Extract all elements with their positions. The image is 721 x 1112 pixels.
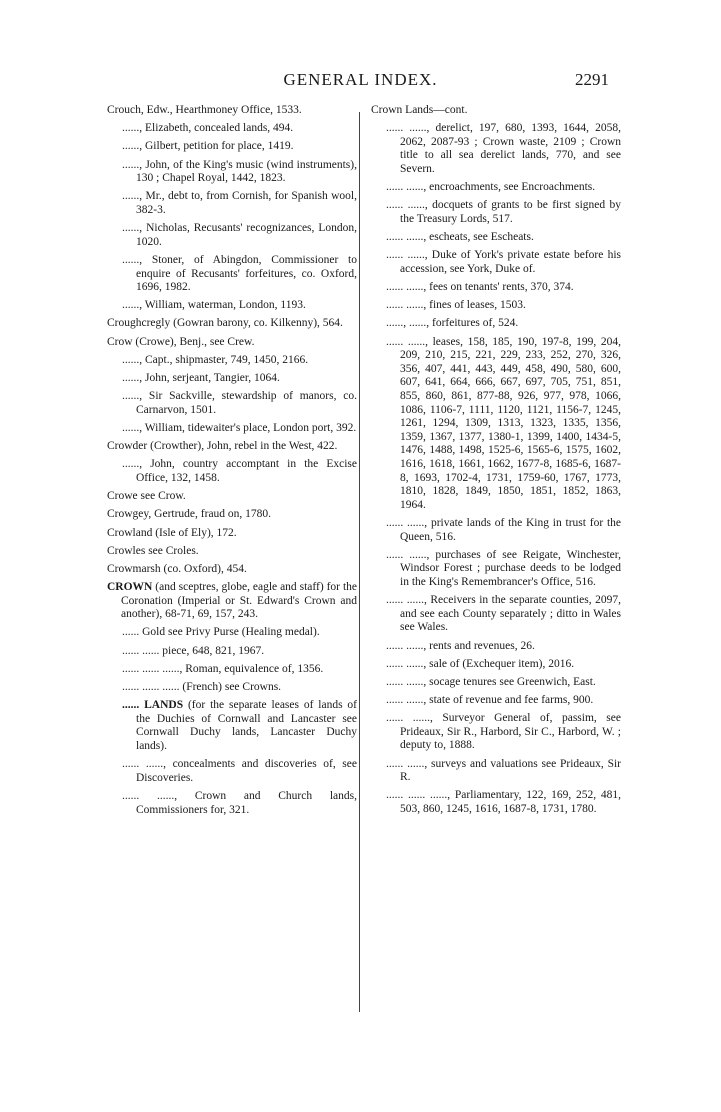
index-entry — [371, 712, 621, 753]
index-entry-text: ...... ......, Receivers in the separate counties, 2097, and see each County separately ; ditto in Wales see Wales. — [386, 594, 621, 634]
index-entry — [107, 254, 357, 295]
index-entry-text: ...... ......, state of revenue and fee farms, 900. — [386, 694, 594, 707]
index-entry-text: ...... ......, fines of leases, 1503. — [386, 299, 526, 312]
index-entry — [371, 517, 621, 544]
index-entry — [107, 681, 357, 695]
page-number: 2291 — [575, 70, 609, 89]
index-entry — [371, 694, 621, 708]
index-entry — [371, 336, 621, 513]
index-entry-text: ......, Capt., shipmaster, 749, 1450, 2166. — [122, 353, 309, 366]
index-column-right — [371, 104, 621, 821]
index-entry — [371, 249, 621, 276]
index-entry — [371, 658, 621, 672]
index-entry — [371, 758, 621, 785]
page-title: GENERAL INDEX. — [283, 70, 438, 89]
index-entry — [371, 281, 621, 295]
index-entry-text: ......, Stoner, of Abingdon, Commissioner to enquire of Recusants' forfeitures, co. Oxford, 1696, 1982. — [122, 253, 357, 294]
index-entry-text: ......, Mr., debt to, from Cornish, for Spanish wool, 382-3. — [122, 190, 357, 216]
index-entry — [371, 676, 621, 690]
index-entry-text: Crowgey, Gertrude, fraud on, 1780. — [107, 508, 272, 521]
index-heading: ...... LANDS — [122, 699, 184, 712]
index-entry-text: ...... ......, surveys and valuations see Prideaux, Sir R. — [386, 757, 621, 784]
index-entry — [107, 317, 357, 331]
index-entry-text: ......, John, serjeant, Tangier, 1064. — [122, 372, 280, 385]
column-divider — [359, 112, 360, 1012]
index-entry-text: ...... ......, docquets of grants to be first signed by the Treasury Lords, 517. — [386, 199, 621, 225]
index-entry-text: ...... ......, rents and revenues, 26. — [386, 639, 535, 652]
index-entry-text: Crowe see Crow. — [107, 490, 186, 503]
index-entry — [107, 159, 357, 186]
index-entry — [107, 372, 357, 386]
index-entry-text: ......, Gilbert, petition for place, 1419. — [122, 140, 294, 153]
index-entry — [107, 336, 357, 350]
index-entry-text: ......, Nicholas, Recusants' recognizances, London, 1020. — [122, 222, 357, 248]
index-column-left — [107, 104, 357, 822]
index-entry — [371, 104, 621, 118]
index-entry-text: Crowles see Croles. — [107, 544, 199, 557]
index-entry — [107, 758, 357, 785]
index-entry-text: ......, John, country accomptant in the Excise Office, 132, 1458. — [122, 458, 357, 484]
index-entry-text: ......, William, tidewaiter's place, London port, 392. — [122, 422, 357, 434]
index-entry-text: ......, ......, forfeitures of, 524. — [386, 317, 519, 330]
index-entry-text: Croughcregly (Gowran barony, co. Kilkenny), 564. — [107, 317, 343, 330]
index-entry — [107, 458, 357, 485]
index-entry — [107, 790, 357, 817]
index-entry — [107, 422, 357, 436]
index-entry-text: ...... ......, fees on tenants' rents, 370, 374. — [386, 281, 574, 294]
index-entry-text: ...... ......, sale of (Exchequer item), 2016. — [386, 657, 575, 670]
index-entry-text: ...... ......, private lands of the King in trust for the Queen, 516. — [386, 516, 621, 543]
index-entry — [371, 199, 621, 226]
index-entry — [107, 581, 357, 622]
index-entry-text: ......, Sir Sackville, stewardship of manors, co. Carnarvon, 1501. — [122, 390, 357, 416]
index-entry — [371, 299, 621, 313]
index-entry-text: ...... Gold see Privy Purse (Healing medal). — [122, 626, 320, 639]
index-entry — [107, 626, 357, 640]
index-entry — [107, 222, 357, 249]
index-entry — [107, 563, 357, 577]
index-entry — [371, 122, 621, 176]
index-entry — [371, 594, 621, 635]
index-entry — [371, 640, 621, 654]
index-entry-text: ......, John, of the King's music (wind instruments), 130 ; Chapel Royal, 1442, 1823. — [122, 158, 357, 185]
index-entry — [107, 440, 357, 454]
index-entry — [107, 104, 357, 118]
index-heading: CROWN — [107, 581, 153, 594]
index-entry-text: ......, William, waterman, London, 1193. — [122, 299, 306, 312]
index-entry-text: (and sceptres, globe, eagle and staff) for the Coronation (Imperial or St. Edward's Crown and another), 68-71, 69, 157, 243. — [121, 581, 357, 621]
index-entry — [371, 181, 621, 195]
index-entry-text: Crouch, Edw., Hearthmoney Office, 1533. — [107, 104, 302, 116]
index-entry-text: ...... ......, Surveyor General of, passim, see Prideaux, Sir R., Harbord, Sir C., Harbord, W. ; deputy to, 1888. — [386, 712, 621, 752]
index-entry — [371, 231, 621, 245]
index-entry — [107, 122, 357, 136]
index-entry — [107, 663, 357, 677]
index-entry — [107, 508, 357, 522]
index-entry-text: Crowmarsh (co. Oxford), 454. — [107, 562, 247, 575]
index-entry — [107, 699, 357, 753]
index-entry — [371, 789, 621, 816]
index-entry-text: ...... ......, Duke of York's private estate before his accession, see York, Duke of. — [386, 249, 621, 275]
index-entry-text: (for the separate leases of lands of the Duchies of Cornwall and Lancaster see Cornwall Duchy lands, Lancaster Duchy lands). — [136, 699, 357, 752]
index-entry — [107, 527, 357, 541]
index-entry-text: ...... ......, derelict, 197, 680, 1393, 1644, 2058, 2062, 2087-93 ; Crown waste, 2109 ; Crown title to all sea derelict lands, 770, and see Severn. — [386, 122, 621, 175]
index-entry-text: Crown Lands—cont. — [371, 104, 468, 116]
index-entry-text: ...... ...... ...... (French) see Crowns. — [122, 681, 282, 694]
index-entry — [107, 490, 357, 504]
index-entry — [107, 140, 357, 154]
index-entry-text: ...... ......, Crown and Church lands, Commissioners for, 321. — [122, 789, 357, 816]
index-entry-text: ......, Elizabeth, concealed lands, 494. — [122, 122, 294, 135]
index-entry-text: ...... ......, concealments and discoveries of, see Discoveries. — [122, 758, 357, 784]
index-entry — [107, 390, 357, 417]
index-entry — [371, 549, 621, 590]
index-entry-text: Crow (Crowe), Benj., see Crew. — [107, 335, 255, 348]
index-entry — [107, 354, 357, 368]
index-entry — [107, 299, 357, 313]
index-entry-text: ...... ...... ......, Roman, equivalence of, 1356. — [122, 662, 324, 675]
index-entry — [371, 317, 621, 331]
index-entry-text: Crowder (Crowther), John, rebel in the West, 422. — [107, 440, 338, 453]
index-entry — [107, 545, 357, 559]
index-entry-text: ...... ......, escheats, see Escheats. — [386, 231, 534, 244]
index-entry-text: ...... ......, leases, 158, 185, 190, 197-8, 199, 204, 209, 210, 215, 221, 229, 233, 252, 270, 326, 356, 407, 441, 443, 449, 458, 490, 580, 600, 607, 641, 664, 666, 667, 697, 705, 751, 851, 855, 860, 861, 877-88, 926, 977, 978, 1066, 1086, 1106-7, 1111, 1120, 1121, 1156-7, 1245, 1261, 1294, 1309, 1313, 1323, 1335, 1356, 1359, 1367, 1377, 1380-1, 1399, 1400, 1434-5, 1476, 1488, 1498, 1525-6, 1565-6, 1575, 1602, 1616, 1618, 1661, 1662, 1677-8, 1685-6, 1687-8, 1693, 1702-4, 1731, 1759-60, 1767, 1773, 1810, 1828, 1849, 1850, 1851, 1852, 1863, 1964. — [386, 335, 621, 511]
index-entry-text: ...... ......, encroachments, see Encroachments. — [386, 181, 596, 194]
index-entry-text: ...... ...... piece, 648, 821, 1967. — [122, 644, 265, 657]
index-entry-text: ...... ......, purchases of see Reigate, Winchester, Windsor Forest ; purchase deeds to be lodged in the King's Remembrancer's Office, 516. — [386, 548, 621, 588]
index-entry-text: Crowland (Isle of Ely), 172. — [107, 526, 237, 539]
index-entry-text: ...... ...... ......, Parliamentary, 122, 169, 252, 481, 503, 860, 1245, 1616, 1687-8, 1731, 1780. — [386, 789, 621, 815]
index-entry — [107, 190, 357, 217]
index-entry-text: ...... ......, socage tenures see Greenwich, East. — [386, 675, 596, 688]
index-entry — [107, 645, 357, 659]
